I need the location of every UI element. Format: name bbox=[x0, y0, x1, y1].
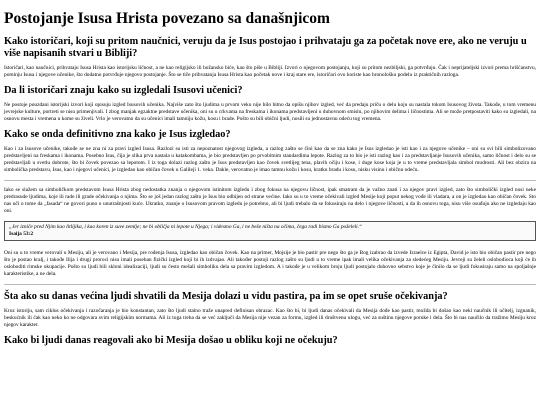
paragraph: Iako se slažem sa simboličkom predstavom Isusa Hrista zbog nedostatka znanja o njegovom istinitom izgledu i zbog fokusa na njegovu ličnost, ipak smatram da je važno znati i za njegov pravi izgled, zato što simbolički izgled nosi neke predrasude ljudima, koje ili rade ili grade očekivanja o njima. Što se još jedan razlog zašto je Isus bio odbijen od strane većine. Iako su u to vreme očekivali izgled Mesije koji poput nekog vođe ili vladara, a on je izgledao kao običan čovek. Sto nas uči o tome da „fasada“ ne govori puno o unutrašnjosti kuće. Ukratko, znanje o Isusovom pravom izgledu je potrebno, ali bi ljudi trebalo da se fokusiraju na delo i njegove ličnosti, a da ih osnovu toga, nisu više osuđuju ako ne izgledaju kao oni. bbox=[4, 187, 536, 214]
paragraph: Istoričari, kao naučnici, prihvataju Isusa Hrista kao istorijsku ličnost, a ne kao religijsko ili božansko biće, kao što piše u Bibliji. Izvori o njegovom postojanju, koji su pritom nezbiljski, ga potvrđuju. Čak i neprijateljski izvori prema hrišćanstvu, pominju Isusa i njegove učenike, što dodatno potvrđuje njegovo postojanje. Što se tiče prihvatanja Isusa Hrista kao početak nove i kraj stare ere, istoričari ovo koriste kao hronološku podelu iz praktičnih razloga. bbox=[4, 65, 536, 78]
page-title: Postojanje Isusa Hrista povezano sa današnjicom bbox=[4, 10, 330, 27]
divider bbox=[4, 180, 536, 181]
quote-reference: Isaija 53:2 bbox=[9, 231, 34, 237]
section-heading: Da li istoričari znaju kako su izgledali Isusovi učenici? bbox=[4, 85, 243, 96]
paragraph: Kao i za Isusove učenike, takođe se ne zna ni za pravi izgled Isusa. Razlozi su isti za nepoznatost njegovog izgleda, a razlog zašto se čini kao da se zna kako je Isus izgledao je isti kao i za njegove učenike – oni su svi bili simbolizovano predstavljeni na freskama i ikonama. Posebno Isus, čija je slika prva nastala u katakombama, je bio predstavljen po prvobitnim standardima lepote. Razlog za to bio je isti razlog kao i za predstavljanje Isusovih učenika, samo ličnost i delo su se predstavljali u svetlu dobrote, što bi čovek povezao sa lepotom. I iz toga dolazi razlog zašto je Isus predstavljen kao čovek svetlijeg tena, plavih očiju i kose, i duge kose koja je u to vreme predstavljala simbol mudrosti. Ali bez obzira na simbolička predstavu, Isus, kao i njegovi učenici, je izgledao kao običan čovek u Galileji 1. veka. Dakle, verovatno je imao tamnu kožu i kosu, kratku bradu i kosu, nisku visinu i običnu odeću. bbox=[4, 146, 536, 173]
paragraph: Ne postoje pouzdani istorijski izvori koji opisuju izgled Isusovih učenika. Najviše zato što ljudima u prvom veku nije bilo bitno da opišu njihov izgled, već da predaju priču o delu koju su nastala tokom Isusovog života. Takođe, u tom vremenu jevrejske kulture, portreti se nisu primenjivali. I zbog manjak egzaktne predstave učenika, oni su u crkvama na freskama i ikonama predstavljeni u duhovnom smislu, po njihovim delima i ličnostima. Ali se može pretpostaviti kako su izgledali, na osnovu mesta i vremena u kome su živeli. Vrlo je verovatno da su učenici imali tamniju kožu, kosu i brade. Pošto su bili obični ljudi, nosili su jednostavnu odeću tog vremena. bbox=[4, 102, 536, 122]
bible-quote bbox=[4, 221, 536, 241]
section-heading: Kako istoričari, koji su pritom naučnici, veruju da je Isus postojao i prihvataju ga za početak nove ere, ako ne veruju u više napisanih stvari u Bibliji? bbox=[4, 36, 527, 59]
paragraph: Oni su u to vreme verovali u Mesiju, ali je verovano i Mesija, pre rođenja Isusa, izgledao kao običan čovek. Kao na primer, Mojsije je bio pastir pre nego što ga je Bog izabrao da izvede Izraelce iz Egipta, David je isto bio običan pastir pre nego što je postao kralj, i takođe Ilija i drugi proroci nisu imali poseban fizički izgled koji bi ih izdvajao. Ali također postoji razlog zašto su ljudi u to vreme ipak imali velika očekivanja za sledećeg Mesiju. Jevreji su želeli oslobodioca koji će ih osloboditi rimske okupacije. Pošto su ljudi bili skloni idealizaciji, ljudi su često mešali simboliku dela sa pravim izgledom. A i takođe je u velikom broju ljudi postojalo duhovno sebstvo koje je činilo da se ljudi fokusiraju samo na spoljašnje karakteristike, a ne dela. bbox=[4, 250, 536, 277]
quote-text: „Jer izniče pred Njim kao litlijika, i kao koren iz suve zemlje; ne bi obličja ni lepote u Njega; i videsmo Ga, i ne beše ništa na očima, čega radi bismo Ga poželeli.“ bbox=[9, 224, 362, 230]
section-heading: Šta ako su danas većina ljudi shvatili da Mesija dolazi u vidu pastira, pa im se opet sruše očekivanja? bbox=[4, 291, 448, 302]
divider bbox=[4, 284, 536, 285]
paragraph: Kroz istoriju, sam ciklus očekivanja i razočaranja je bio konstantan, zato što ljudi stalno traže unapred definisan obrazac. Kao što bi, bi ljudi danas očekivali da Mesija dođe kao pastir, možda bi došao kao neki naučnik ili učitelj, izgnanik, beskućnik ili čak kao neko ko ne odgovara svim religijskim normama. Ali iz toga treba da se već zaključi da Mesija nije vezan za formu, izgled ili društvenu ulogu, već za suštinu njegove poruke i dela. Što bi nas naučilo da tražimo Mesiju kroz njegov karakter. bbox=[4, 308, 536, 328]
section-heading: Kako se onda definitivno zna kako je Isus izgledao? bbox=[4, 129, 231, 140]
section-heading: Kako bi ljudi danas reagovali ako bi Mesija došao u obliku koji ne očekuju? bbox=[4, 335, 338, 346]
